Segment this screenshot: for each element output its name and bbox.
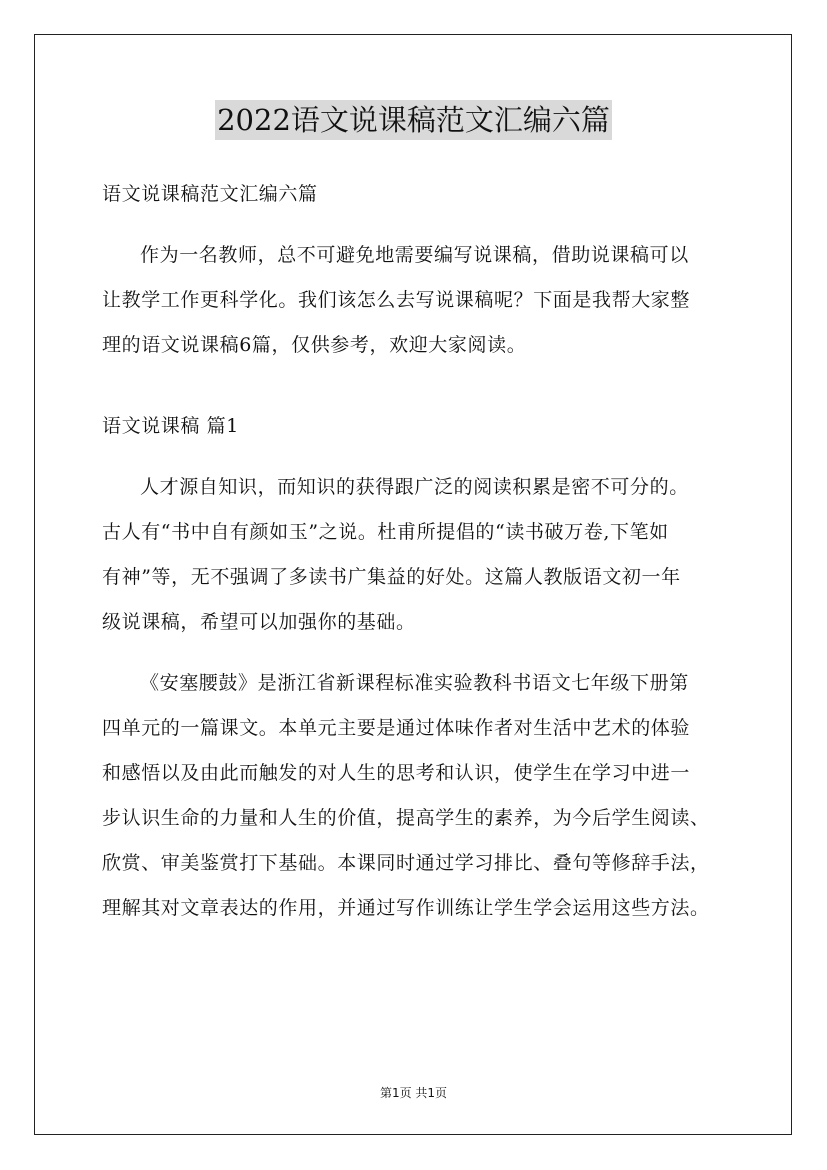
paragraph-line: 古人有“书中自有颜如玉”之说。杜甫所提倡的“读书破万卷,下笔如	[102, 521, 669, 543]
paragraph-line: 步认识生命的力量和人生的价值，提高学生的素养，为今后学生阅读、	[102, 807, 710, 829]
paragraph-line: 和感悟以及由此而触发的对人生的思考和认识，使学生在学习中进一	[102, 762, 691, 784]
page-footer: 第1页 共1页	[379, 1086, 448, 1100]
intro-line: 作为一名教师，总不可避免地需要编写说课稿，借助说课稿可以	[140, 244, 689, 266]
section-heading: 语文说课稿 篇1	[102, 415, 239, 437]
paragraph-line: 人才源自知识，而知识的获得跟广泛的阅读积累是密不可分的。	[140, 476, 689, 498]
intro-line: 理的语文说课稿6篇，仅供参考，欢迎大家阅读。	[102, 334, 527, 356]
document-body	[102, 172, 736, 931]
paragraph-line: 欣赏、审美鉴赏打下基础。本课同时通过学习排比、叠句等修辞手法，	[102, 852, 710, 874]
paragraph-line: 四单元的一篇课文。本单元主要是通过体味作者对生活中艺术的体验	[102, 717, 691, 739]
paragraph-line: 理解其对文章表达的作用，并通过写作训练让学生学会运用这些方法。	[102, 897, 710, 919]
title-block	[0, 100, 827, 140]
paragraph-line: 级说课稿，希望可以加强你的基础。	[102, 611, 416, 633]
paragraph-line: 《安塞腰鼓》是浙江省新课程标准实验教科书语文七年级下册第	[140, 672, 689, 694]
intro-line: 让教学工作更科学化。我们该怎么去写说课稿呢？下面是我帮大家整	[102, 289, 691, 311]
paragraph-line: 有神”等，无不强调了多读书广集益的好处。这篇人教版语文初一年	[102, 566, 681, 588]
document-title: 2022语文说课稿范文汇编六篇	[215, 100, 612, 140]
subtitle: 语文说课稿范文汇编六篇	[102, 183, 318, 205]
